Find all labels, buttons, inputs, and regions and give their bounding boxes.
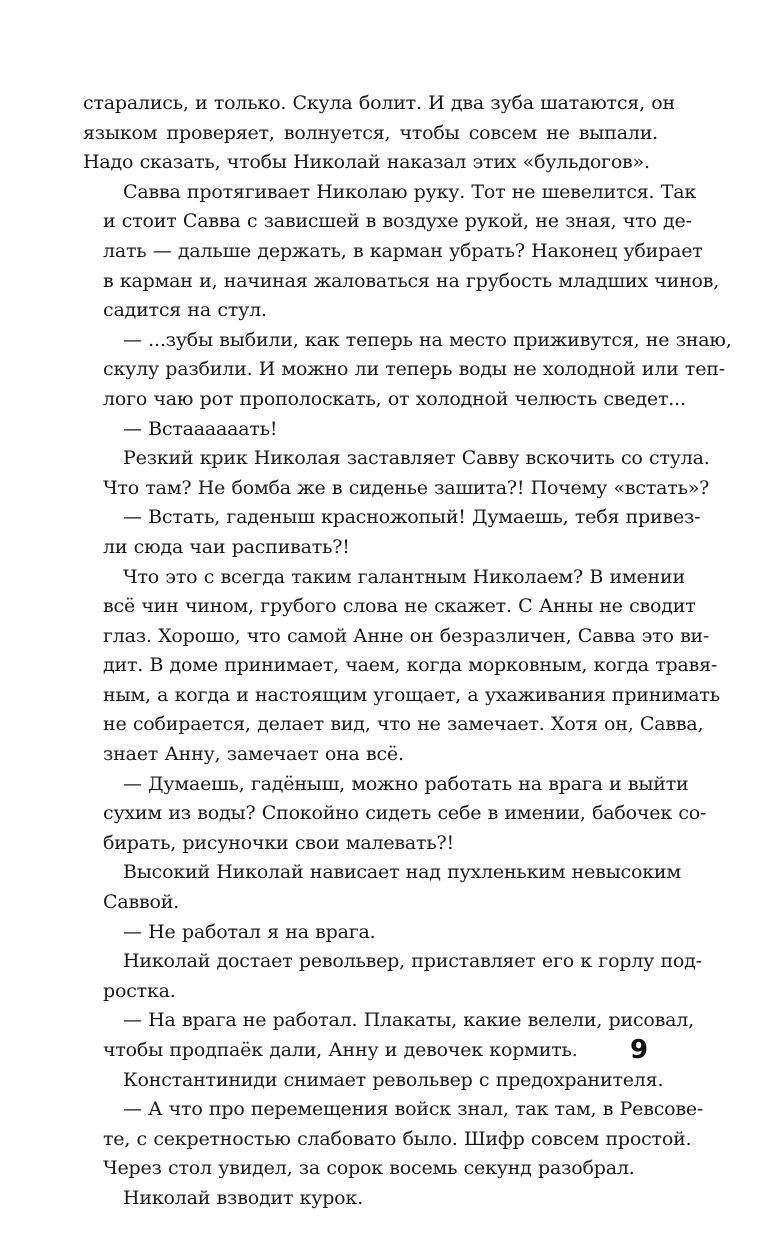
text-line: ным, а когда и настоящим угощает, а ухаживания принимать — [103, 683, 720, 706]
text-line: Савва протягивает Николаю руку. Тот не шевелится. Так — [123, 180, 697, 203]
paragraph — [83, 1006, 695, 1065]
text-line: Николай взводит курок. — [123, 1186, 363, 1209]
text-line: Резкий крик Николая заставляет Савву вскочить со стула. — [123, 447, 710, 470]
text-line: языком проверяет, волнуется, чтобы совсем не выпали. — [83, 121, 658, 144]
paragraph — [83, 89, 675, 178]
text-line: те, с секретностью слабовато было. Шифр совсем простой. — [103, 1127, 692, 1150]
text-line: ли сюда чаи распивать?! — [103, 535, 350, 558]
paragraph — [83, 178, 720, 326]
paragraph — [83, 563, 720, 770]
text-line: — Не работал я на врага. — [123, 920, 376, 943]
text-line: ростка. — [103, 979, 176, 1002]
paragraph — [83, 1066, 664, 1096]
text-line: дит. В доме принимает, чаем, когда морковным, когда травя- — [103, 654, 718, 677]
text-line: в карман и, начиная жаловаться на грубость младших чинов, — [103, 269, 720, 292]
text-line: Высокий Николай нависает над пухленьким невысоким — [123, 861, 681, 884]
paragraph — [83, 1095, 704, 1184]
text-line: — Встаааааать! — [123, 417, 278, 440]
text-line: — На врага не работал. Плакаты, какие велели, рисовал, — [123, 1009, 695, 1032]
text-line: бирать, рисуночки свои малевать?! — [103, 831, 454, 854]
text-line: садится на стул. — [103, 299, 267, 322]
paragraph — [83, 444, 710, 503]
paragraph — [83, 503, 701, 562]
text-line: Что там? Не бомба же в сиденье зашита?! Почему «встать»? — [103, 476, 710, 499]
text-line: Через стол увидел, за сорок восемь секунд разобрал. — [103, 1157, 635, 1180]
text-line: Саввой. — [103, 891, 180, 914]
page-body-text — [83, 89, 732, 1214]
text-line: — Думаешь, гадёныш, можно работать на врага и выйти — [123, 772, 689, 795]
text-line: — Встать, гаденыш красножопый! Думаешь, тебя привез- — [123, 506, 701, 529]
paragraph — [83, 770, 707, 859]
text-line: лого чаю рот прополоскать, от холодной челюсть сведет... — [103, 387, 686, 410]
paragraph — [83, 918, 658, 948]
text-line: сухим из воды? Спокойно сидеть себе в имении, бабочек со- — [103, 802, 707, 825]
text-line: глаз. Хорошо, что самой Анне он безразличен, Савва это ви- — [103, 624, 710, 647]
page-number: 9 — [630, 1035, 649, 1065]
text-line: чтобы продпаёк дали, Анну и девочек кормить. — [103, 1039, 578, 1061]
text-line: — А что про перемещения войск знал, так там, в Ревсове- — [123, 1098, 704, 1121]
text-line: всё чин чином, грубого слова не скажет. С Анны не сводит — [103, 595, 696, 618]
text-line: лать — дальше держать, в карман убрать? Наконец убирает — [103, 239, 703, 262]
paragraph — [83, 326, 732, 415]
text-line: не собирается, делает вид, что не замечает. Хотя он, Савва, — [103, 713, 704, 736]
text-line: скулу разбили. И можно ли теперь воды не холодной или теп- — [103, 358, 725, 381]
paragraph — [83, 858, 681, 917]
text-line: Николай достает револьвер, приставляет его к горлу под- — [123, 950, 702, 973]
text-line: Константиниди снимает револьвер с предохранителя. — [123, 1068, 664, 1091]
text-line: и стоит Савва с зависшей в воздухе рукой, не зная, что де- — [103, 210, 692, 233]
paragraph — [83, 1184, 658, 1214]
paragraph — [83, 947, 702, 1006]
text-line: Надо сказать, чтобы Николай наказал этих «бульдогов». — [83, 151, 650, 174]
text-line: знает Анну, замечает она всё. — [103, 743, 404, 766]
text-line: старались, и только. Скула болит. И два зуба шатаются, он — [83, 92, 675, 114]
paragraph — [83, 415, 658, 445]
text-line: Что это с всегда таким галантным Николаем? В имении — [123, 565, 685, 588]
text-line: — ...зубы выбили, как теперь на место приживутся, не знаю, — [123, 328, 732, 351]
